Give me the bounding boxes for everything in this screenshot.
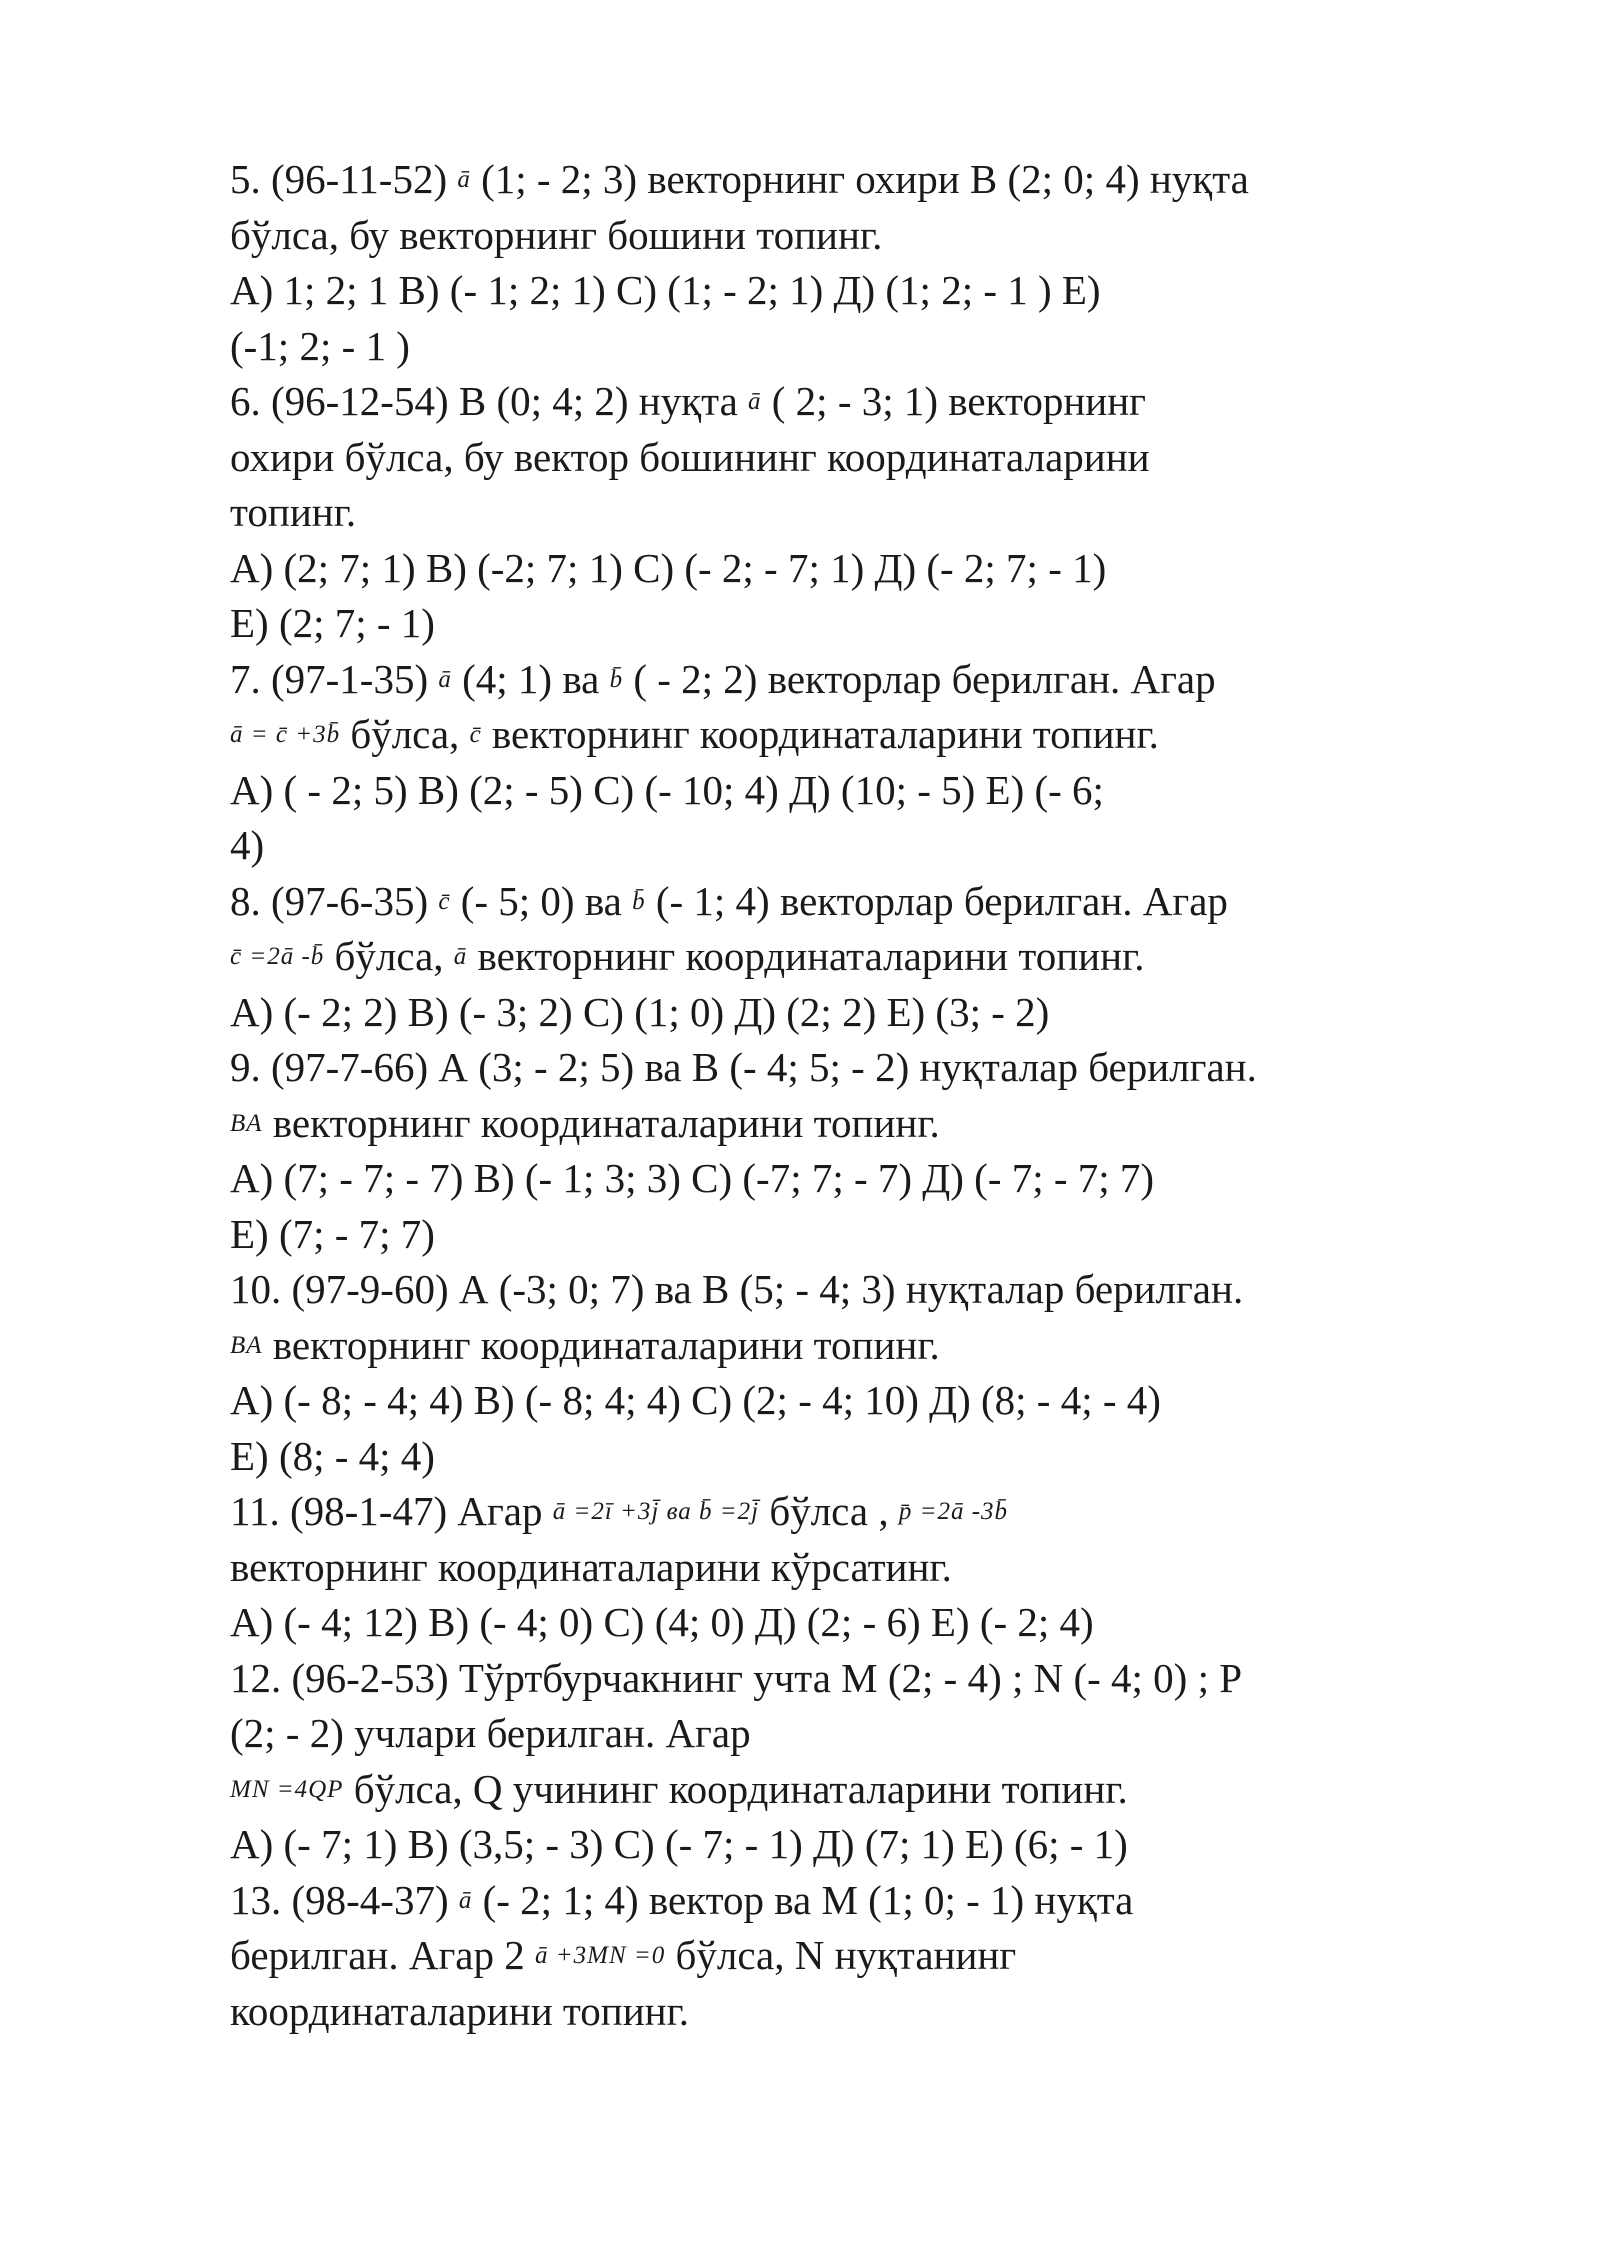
- line-text: 10. (97-9-60) А (-3; 0; 7) ва В (5; - 4; 3) нуқталар берилган.: [230, 1266, 1244, 1312]
- line-text: 11. (98-1-47) Агар: [230, 1488, 553, 1534]
- text-line: [230, 1873, 1500, 1929]
- line-text: векторнинг координаталарини топинг.: [467, 933, 1145, 979]
- text-line: [230, 263, 1500, 319]
- line-text: Е) (7; - 7; 7): [230, 1210, 435, 1257]
- document-page: [230, 152, 1500, 2039]
- text-line: [230, 763, 1500, 819]
- line-text: Е) (8; - 4; 4): [230, 1432, 435, 1479]
- line-text: А) (- 2; 2) В) (- 3; 2) С) (1; 0) Д) (2; 2) Е) (3; - 2): [230, 988, 1050, 1035]
- text-line: [230, 485, 1500, 541]
- line-text: А) (- 8; - 4; 4) В) (- 8; 4; 4) С) (2; - 4; 10) Д) (8; - 4; - 4): [230, 1377, 1161, 1423]
- line-text: А) 1; 2; 1 В) (- 1; 2; 1) С) (1; - 2; 1) Д) (1; 2; - 1 ) Е): [230, 267, 1101, 313]
- line-text: векторнинг координаталарини топинг.: [481, 711, 1159, 757]
- line-text: (2; - 2) учлари берилган. Агар: [230, 1710, 751, 1756]
- line-text: ( 2; - 3; 1) векторнинг: [761, 378, 1146, 424]
- line-text: А) (- 4; 12) В) (- 4; 0) С) (4; 0) Д) (2; - 6) Е) (- 2; 4): [230, 1599, 1094, 1645]
- text-line: [230, 430, 1500, 486]
- line-text: (1; - 2; 3) векторнинг охири В (2; 0; 4) нуқта: [470, 156, 1249, 202]
- line-text: бўлса, Q учининг координаталарини топинг.: [343, 1765, 1128, 1812]
- text-line: [230, 1262, 1500, 1318]
- line-text: (- 1; 4) векторлар берилган. Агар: [645, 877, 1228, 924]
- vector-expression: c̄ =2ā -b̄: [230, 943, 325, 970]
- vector-expression: c̄: [469, 721, 482, 748]
- vector-expression: ā = c̄ +3b̄: [230, 721, 341, 748]
- vector-expression: ā: [457, 166, 471, 193]
- text-line: [230, 929, 1500, 985]
- text-line: [230, 874, 1500, 930]
- text-line: [230, 1540, 1500, 1596]
- line-text: бўлса,: [324, 933, 454, 979]
- line-text: 8. (97-6-35): [230, 877, 439, 924]
- text-line: [230, 1595, 1500, 1651]
- vector-expression: ā: [748, 388, 762, 415]
- vector-expression: ā =2ī +3j̄ ва b̄ =2j̄: [552, 1498, 760, 1525]
- line-text: векторнинг координаталарини кўрсатинг.: [230, 1543, 952, 1590]
- text-line: [230, 652, 1500, 708]
- line-text: А) ( - 2; 5) В) (2; - 5) С) (- 10; 4) Д) (10; - 5) Е) (- 6;: [230, 766, 1104, 813]
- text-line: [230, 818, 1500, 874]
- vector-expression: BA: [230, 1109, 263, 1137]
- text-line: [230, 1706, 1500, 1762]
- text-line: [230, 1817, 1500, 1873]
- vector-expression: ā +3MN =0: [535, 1942, 666, 1969]
- line-text: 12. (96-2-53) Тўртбурчакнинг учта М (2; - 4) ; N (- 4; 0) ; Р: [230, 1654, 1243, 1701]
- text-line: [230, 1984, 1500, 2040]
- text-line: [230, 707, 1500, 763]
- text-line: [230, 1096, 1500, 1152]
- line-text: (-1; 2; - 1 ): [230, 322, 410, 369]
- line-text: 13. (98-4-37): [230, 1876, 459, 1923]
- line-text: 4): [230, 822, 265, 868]
- text-line: [230, 1651, 1500, 1707]
- line-text: топинг.: [230, 489, 357, 535]
- text-line: [230, 1207, 1500, 1263]
- vector-expression: BA: [230, 1331, 263, 1359]
- line-text: векторнинг координаталарини топинг.: [262, 1321, 940, 1368]
- vector-expression: ā: [453, 943, 468, 970]
- line-text: 6. (96-12-54) В (0; 4; 2) нуқта: [230, 378, 749, 424]
- text-line: [230, 1429, 1500, 1485]
- line-text: бўлса,: [340, 711, 470, 757]
- vector-expression: b̄: [632, 887, 646, 915]
- text-line: [230, 1151, 1500, 1207]
- text-line: [230, 1484, 1500, 1540]
- line-text: бўлса, бу векторнинг бошини топинг.: [230, 211, 883, 258]
- text-line: [230, 541, 1500, 597]
- line-text: бўлса ,: [759, 1488, 899, 1534]
- vector-expression: c̄: [438, 887, 451, 915]
- text-line: [230, 1318, 1500, 1374]
- line-text: (4; 1) ва: [451, 655, 610, 702]
- line-text: 9. (97-7-66) А (3; - 2; 5) ва В (- 4; 5; - 2) нуқталар берилган.: [230, 1044, 1257, 1090]
- text-line: [230, 1762, 1500, 1818]
- line-text: берилган. Агар 2: [230, 1932, 535, 1978]
- vector-expression: p̄ =2ā -3b̄: [898, 1498, 1009, 1525]
- text-line: [230, 319, 1500, 375]
- line-text: А) (- 7; 1) В) (3,5; - 3) С) (- 7; - 1) Д) (7; 1) Е) (6; - 1): [230, 1821, 1128, 1867]
- line-text: А) (7; - 7; - 7) В) (- 1; 3; 3) С) (-7; 7; - 7) Д) (- 7; - 7; 7): [230, 1155, 1155, 1201]
- vector-expression: MN =4QP: [230, 1775, 344, 1803]
- text-line: [230, 1373, 1500, 1429]
- line-text: охири бўлса, бу вектор бошининг координаталарини: [230, 433, 1150, 480]
- line-text: векторнинг координаталарини топинг.: [262, 1099, 940, 1146]
- line-text: координаталарини топинг.: [230, 1987, 690, 2034]
- line-text: бўлса, N нуқтанинг: [665, 1932, 1017, 1978]
- text-line: [230, 152, 1500, 208]
- line-text: 7. (97-1-35): [230, 655, 439, 702]
- line-text: Е) (2; 7; - 1): [230, 600, 435, 646]
- text-line: [230, 208, 1500, 264]
- line-text: А) (2; 7; 1) В) (-2; 7; 1) С) (- 2; - 7; 1) Д) (- 2; 7; - 1): [230, 544, 1107, 591]
- line-text: (- 5; 0) ва: [450, 877, 633, 924]
- text-line: [230, 1040, 1500, 1096]
- line-text: ( - 2; 2) векторлар берилган. Агар: [623, 655, 1216, 702]
- line-text: 5. (96-11-52): [230, 156, 458, 202]
- text-line: [230, 985, 1500, 1041]
- vector-expression: ā: [458, 1886, 473, 1914]
- text-line: [230, 374, 1500, 430]
- text-line: [230, 596, 1500, 652]
- text-line: [230, 1928, 1500, 1984]
- line-text: (- 2; 1; 4) вектор ва М (1; 0; - 1) нуқта: [472, 1876, 1134, 1923]
- vector-expression: b̄: [609, 665, 624, 693]
- vector-expression: ā: [438, 665, 452, 693]
